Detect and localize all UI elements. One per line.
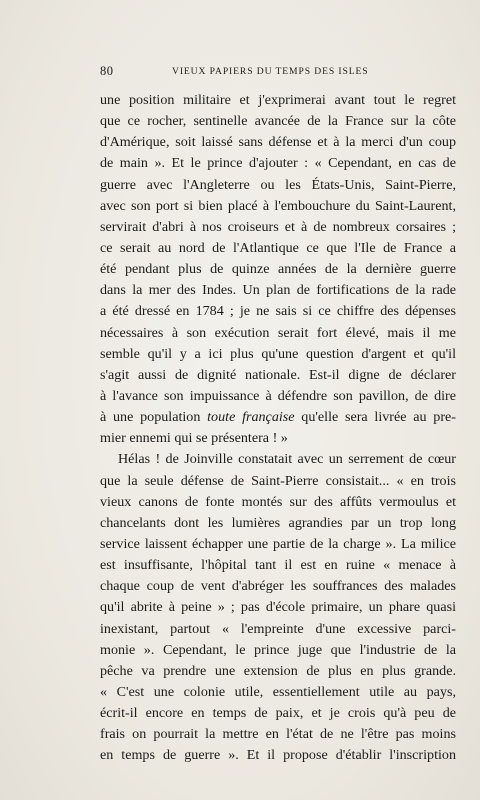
text-line: « C'est une colonie utile, essentiellement utile au pays, (100, 683, 456, 700)
running-head: VIEUX PAPIERS DU TEMPS DES ISLES (172, 66, 369, 77)
text-line: de main ». Et le prince d'ajouter : « Cependant, en cas de (100, 155, 456, 172)
paragraph-2 (100, 449, 456, 766)
text-line: monie ». Cependant, le prince juge que l'industrie de la (100, 641, 456, 658)
text-line: est insuffisante, l'hôpital tant il est en ruine « menace à (100, 557, 456, 574)
text-line: une position militaire et j'exprimerai avant tout le regret (100, 92, 456, 108)
text-line: que la seule défense de Saint-Pierre consistait... « en trois (100, 472, 456, 489)
text-line: dans la mer des Indes. Un plan de fortifications de la rade (100, 282, 456, 299)
text-line: qu'il abrite à peine » ; pas d'école primaire, un phare quasi (100, 599, 456, 616)
text-line: inexistant, partout « l'empreinte d'une excessive parci- (100, 620, 456, 637)
text-line: a été dressé en 1784 ; je ne sais si ce chiffre des dépenses (100, 303, 456, 320)
text-line: vieux canons de fonte montés sur des affûts vermoulus et (100, 493, 456, 510)
text-line: d'Amérique, soit laissé sans défense et à la merci d'un coup (100, 134, 456, 151)
text-line: à l'avance son impuissance à défendre son pavillon, de dire (100, 387, 456, 404)
page-header (100, 64, 432, 84)
body-text (100, 90, 456, 767)
text-line: été pendant plus de quinze années de la dernière guerre (100, 261, 456, 278)
text-line: en temps de guerre ». Et il propose d'établir l'inscription (100, 747, 456, 764)
text-segment: à une population (100, 409, 208, 426)
text-line: que ce rocher, sentinelle avancée de la France sur la côte (100, 113, 456, 130)
text-line: écrit-il encore en temps de paix, et je crois qu'à peu de (100, 705, 456, 722)
text-line: guerre avec l'Angleterre ou les États-Unis, Saint-Pierre, (100, 176, 456, 193)
text-line: semble qu'il y a ici plus qu'une question d'argent et qu'il (100, 345, 456, 362)
text-line: nécessaires à son exécution serait fort élevé, mais il me (100, 324, 456, 341)
text-line: s'agit aussi de dignité nationale. Est-il digne de déclarer (100, 366, 456, 383)
text-line-with-emphasis (100, 407, 456, 428)
text-line: chaque coup de vent d'abréger les souffrances des malades (100, 578, 456, 595)
text-line: frais on pourrait la mettre en l'état de ne l'être pas moins (100, 726, 456, 743)
text-segment: qu'elle sera livrée au pre- (294, 409, 456, 426)
text-line: Hélas ! de Joinville constatait avec un serrement de cœur (118, 451, 456, 468)
text-line: pêche va prendre une extension de plus en plus grande. (100, 662, 456, 679)
text-line: ce serait au nord de l'Atlantique ce que l'Ile de France a (100, 239, 456, 256)
page-number: 80 (100, 64, 114, 78)
text-line: avec son port si bien placé à l'embouchure du Saint-Laurent, (100, 197, 456, 214)
text-line: mier ennemi qui se présentera ! » (100, 430, 288, 447)
text-line: chancelants dont les lumières agrandies par un trop long (100, 514, 456, 531)
paragraph-1 (100, 90, 456, 449)
italic-emphasis: toute française (207, 409, 295, 426)
text-line: servirait d'abri à nos croiseurs et à de nombreux corsaires ; (100, 218, 456, 235)
text-line: service laissent échapper une partie de la charge ». La milice (100, 535, 456, 552)
